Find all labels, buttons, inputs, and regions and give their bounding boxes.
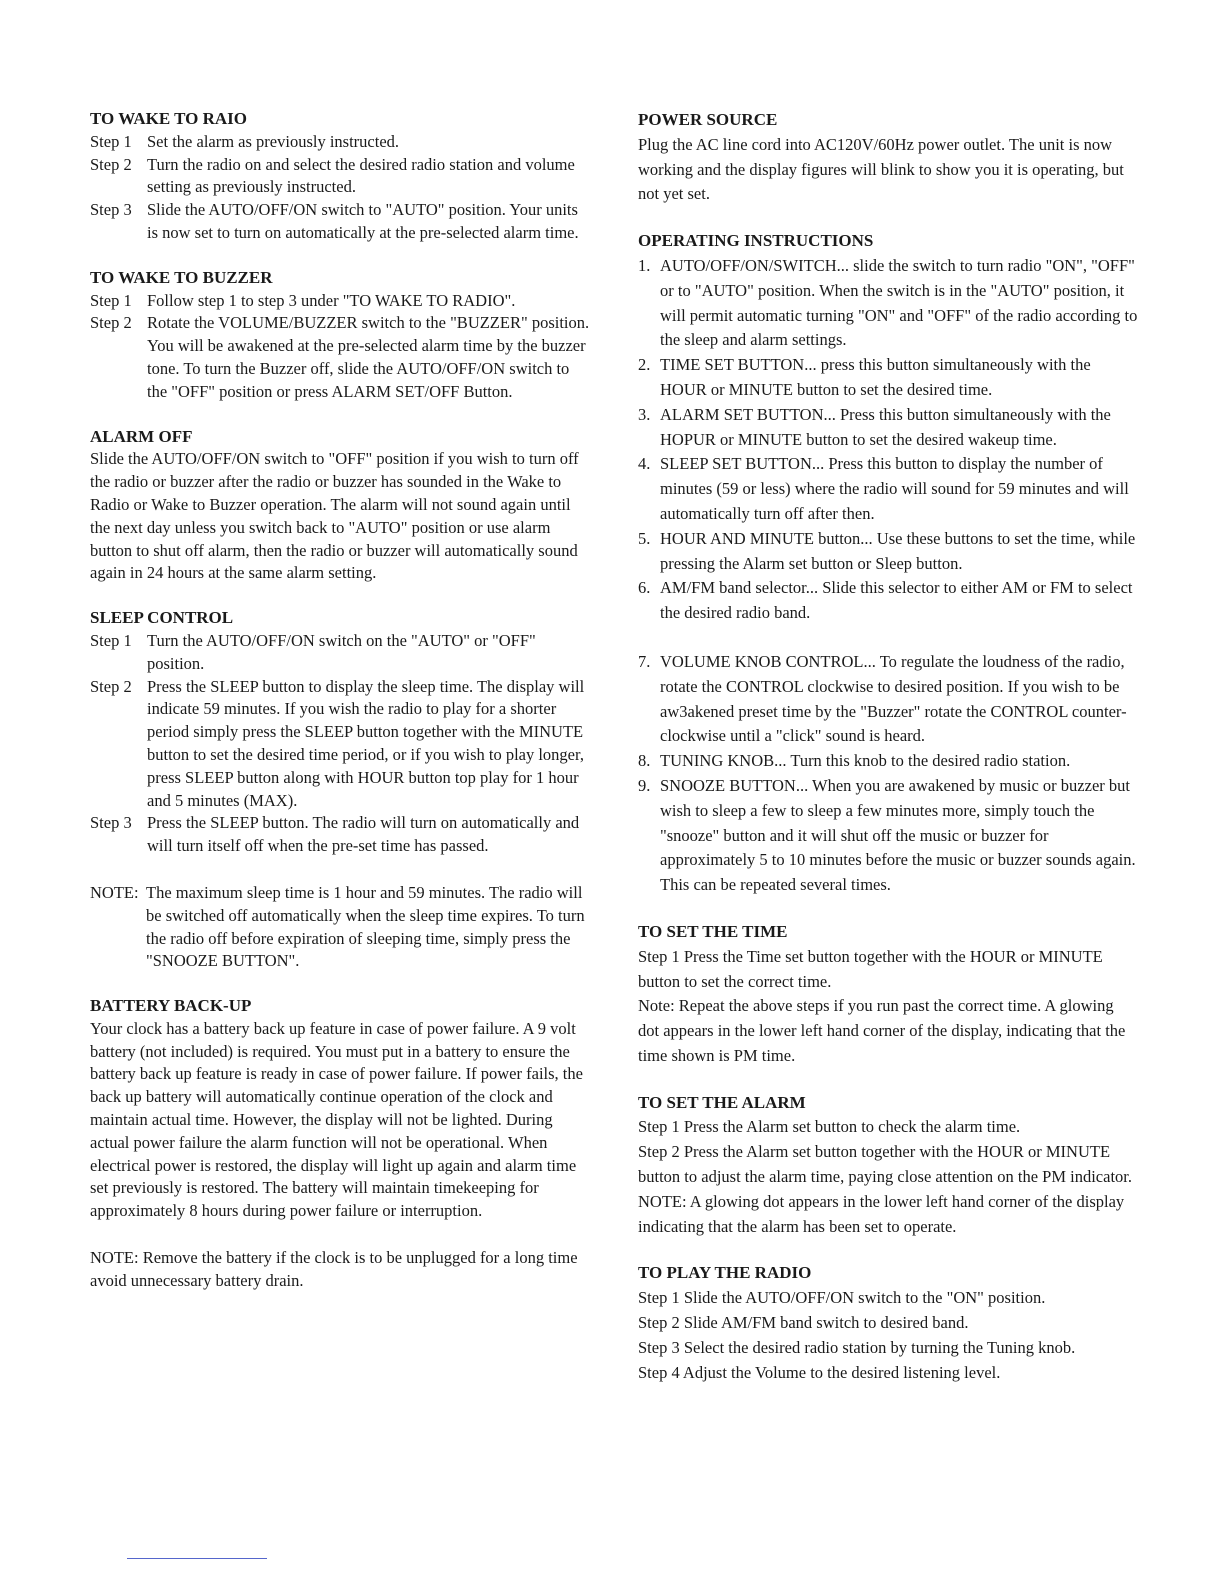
item-number: 8. [638, 751, 651, 771]
play-radio-line: Step 2 Slide AM/FM band switch to desired band. [638, 1313, 969, 1333]
item-number: 6. [638, 578, 651, 598]
step-row [90, 630, 590, 676]
step-label: Step 2 [90, 154, 132, 174]
heading-wake-to-radio: TO WAKE TO RAIO [90, 109, 247, 128]
item-text: TIME SET BUTTON... press this button simultaneously with the HOUR or MINUTE button to set the desired time. [660, 355, 1091, 399]
step-row [90, 312, 590, 403]
item-number: 1. [638, 255, 651, 275]
left-column [90, 108, 590, 1315]
note-label: NOTE: [90, 882, 139, 902]
list-item [638, 527, 1138, 577]
sleep-note [90, 882, 590, 973]
heading-set-alarm: TO SET THE ALARM [638, 1092, 806, 1112]
item-text: TUNING KNOB... Turn this knob to the desired radio station. [660, 751, 1071, 771]
item-number: 3. [638, 404, 651, 424]
heading-set-time: TO SET THE TIME [638, 921, 788, 941]
section-set-time [638, 920, 1138, 1069]
step-row [90, 131, 590, 154]
note-text: The maximum sleep time is 1 hour and 59 minutes. The radio will be switched off automatically when the sleep time expires. To turn the radio off before expiration of sleeping time, simply press the "SNOOZE BUTTON". [146, 882, 585, 971]
spacer [638, 626, 1138, 650]
footnote-rule [127, 1558, 267, 1559]
play-radio-line: Step 4 Adjust the Volume to the desired listening level. [638, 1362, 1001, 1382]
item-number: 9. [638, 775, 651, 795]
right-column [638, 108, 1138, 1407]
item-number: 7. [638, 651, 651, 671]
step-row [90, 290, 590, 313]
step-label: Step 2 [90, 676, 132, 696]
section-wake-to-radio [90, 108, 590, 245]
spacer [90, 858, 590, 882]
item-text: HOUR AND MINUTE button... Use these buttons to set the time, while pressing the Alarm set button or Sleep button. [660, 528, 1136, 573]
set-time-line: Note: Repeat the above steps if you run past the correct time. A glowing dot appears in the lower left hand corner of the display, indicating that the time shown is PM time. [638, 996, 1126, 1065]
item-text: SLEEP SET BUTTON... Press this button to display the number of minutes (59 or less) where the radio will sound for 59 minutes and will automatically turn off after then. [660, 454, 1129, 523]
step-label: Step 1 [90, 630, 132, 650]
list-item [638, 576, 1138, 626]
set-alarm-line: Step 2 Press the Alarm set button together with the HOUR or MINUTE button to adjust the alarm time, paying close attention on the PM indicator. [638, 1142, 1132, 1187]
section-sleep-control [90, 607, 590, 973]
alarm-off-text: Slide the AUTO/OFF/ON switch to "OFF" position if you wish to turn off the radio or buzzer after the radio or buzzer has sounded in the Wake to Radio or Wake to Buzzer operation. The alarm will not sound again until the next day unless you switch back to "AUTO" position or use alarm button to shut off alarm, then the radio or buzzer will automatically sound again in 24 hours at the same alarm setting. [90, 449, 579, 583]
step-text: Set the alarm as previously instructed. [147, 131, 400, 151]
step-text: Slide the AUTO/OFF/ON switch to "AUTO" position. Your units is now set to turn on automatically at the pre-selected alarm time. [147, 200, 579, 242]
list-item [638, 452, 1138, 526]
set-alarm-line: Step 1 Press the Alarm set button to check the alarm time. [638, 1117, 1021, 1137]
step-text: Press the SLEEP button. The radio will turn on automatically and will turn itself off when the pre-set time has passed. [147, 813, 580, 856]
heading-power-source: POWER SOURCE [638, 110, 778, 129]
item-text: ALARM SET BUTTON... Press this button simultaneously with the HOPUR or MINUTE button to set the desired wakeup time. [660, 404, 1111, 449]
section-operating-instructions [638, 229, 1138, 898]
item-text: SNOOZE BUTTON... When you are awakened by music or buzzer but wish to sleep a few to sleep a few minutes more, simply touch the "snooze" button and it will shut off the music or buzzer for approximately 5 to 10 minutes before the music or buzzer sounds again. This can be repeated several times. [660, 775, 1136, 895]
item-text: AM/FM band selector... Slide this selector to either AM or FM to select the desired radio band. [660, 578, 1133, 623]
step-label: Step 2 [90, 313, 132, 333]
battery-text: Your clock has a battery back up feature in case of power failure. A 9 volt battery (not included) is required. You must put in a battery to ensure the battery back up feature is ready in case of power failure. If power fails, the back up battery will automatically continue operation of the clock and maintain actual time. However, the display will not be lighted. During actual power failure the alarm function will not be operational. When electrical power is restored, the display will light up again and alarm time set previously is restored. The battery will maintain timekeeping for approximately 8 hours during power failure or interruption. [90, 1018, 583, 1221]
item-number: 4. [638, 454, 651, 474]
section-power-source [638, 108, 1138, 207]
step-label: Step 1 [90, 290, 132, 310]
battery-note: NOTE: Remove the battery if the clock is to be unplugged for a long time avoid unnecessary battery drain. [90, 1248, 578, 1290]
step-row [90, 676, 590, 813]
section-wake-to-buzzer [90, 267, 590, 404]
heading-operating-instructions: OPERATING INSTRUCTIONS [638, 231, 874, 251]
item-number: 5. [638, 528, 651, 548]
spacer [90, 1223, 590, 1247]
section-battery-backup [90, 995, 590, 1293]
step-label: Step 1 [90, 131, 132, 151]
list-item [638, 353, 1138, 403]
section-alarm-off [90, 426, 590, 586]
list-item [638, 254, 1138, 353]
item-text: AUTO/OFF/ON/SWITCH... slide the switch to turn radio "ON", "OFF" or to "AUTO" position. When the switch is in the "AUTO" position, it will permit automatic turning "ON" and "OFF" of the radio according to the sleep and alarm settings. [660, 255, 1138, 350]
set-alarm-line: NOTE: A glowing dot appears in the lower left hand corner of the display indicating that the alarm has been set to operate. [638, 1191, 1125, 1236]
list-item [638, 403, 1138, 453]
list-item [638, 650, 1138, 749]
step-row [90, 199, 590, 245]
list-item [638, 774, 1138, 898]
heading-play-radio: TO PLAY THE RADIO [638, 1263, 812, 1283]
step-text: Turn the radio on and select the desired radio station and volume setting as previously instructed. [147, 154, 575, 197]
section-play-radio [638, 1261, 1138, 1385]
list-item [638, 749, 1138, 774]
step-text: Turn the AUTO/OFF/ON switch on the "AUTO" or "OFF" position. [147, 630, 536, 673]
item-number: 2. [638, 355, 651, 375]
play-radio-line: Step 3 Select the desired radio station by turning the Tuning knob. [638, 1337, 1076, 1357]
section-set-alarm [638, 1091, 1138, 1240]
step-text: Follow step 1 to step 3 under "TO WAKE TO RADIO". [147, 290, 516, 310]
step-label: Step 3 [90, 200, 132, 220]
heading-battery-backup: BATTERY BACK-UP [90, 996, 252, 1016]
step-label: Step 3 [90, 813, 132, 833]
play-radio-line: Step 1 Slide the AUTO/OFF/ON switch to the "ON" position. [638, 1288, 1046, 1308]
step-row [90, 154, 590, 200]
step-text: Press the SLEEP button to display the sleep time. The display will indicate 59 minutes. If you wish the radio to play for a shorter period simply press the SLEEP button together with the MINUTE button to set the desired time period, or if you wish to play longer, press SLEEP button along with HOUR button top play for 1 hour and 5 minutes (MAX). [147, 676, 585, 810]
heading-alarm-off: ALARM OFF [90, 426, 193, 446]
heading-wake-to-buzzer: TO WAKE TO BUZZER [90, 267, 273, 287]
power-text: Plug the AC line cord into AC120V/60Hz power outlet. The unit is now working and the display figures will blink to show you it is operating, but not yet set. [638, 134, 1124, 204]
step-text: Rotate the VOLUME/BUZZER switch to the "BUZZER" position. You will be awakened at the pre-selected alarm time by the buzzer tone. To turn the Buzzer off, slide the AUTO/OFF/ON switch to the "OFF" position or press ALARM SET/OFF Button. [147, 313, 590, 401]
set-time-line: Step 1 Press the Time set button together with the HOUR or MINUTE button to set the correct time. [638, 946, 1103, 991]
heading-sleep-control: SLEEP CONTROL [90, 608, 234, 628]
item-text: VOLUME KNOB CONTROL... To regulate the loudness of the radio, rotate the CONTROL clockwise to desired position. If you wish to be aw3akened preset time by the "Buzzer" rotate the CONTROL counter-clockwise until a "click" sound is heard. [660, 651, 1127, 746]
step-row [90, 812, 590, 858]
